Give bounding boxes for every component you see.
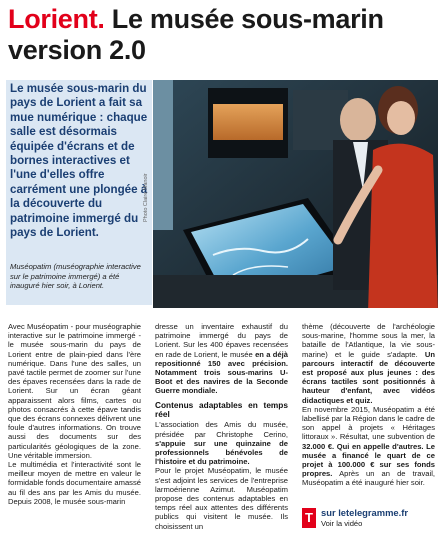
bold-text-run: 32.000 €. Qui en appelle d'autres. Le musée a financé le quart de ce projet à 100.000 € sur ses fonds propres. [302,441,435,479]
paragraph [302,405,435,488]
paragraph [155,420,288,466]
photo-caption: Muséopatim (muséographie interactive sur le patrimoine immergé) a été inauguré hier soir, à Lorient. [10,262,141,291]
article-photo [153,80,438,308]
bold-text-run: s'appuie sur une quinzaine de professionnels bénévoles de l'histoire et du patrimoine. [155,438,288,467]
bold-text-run: Un parcours interactif de découverte est proposé aux plus jeunes : des écrans tactiles sont positionnés à hauteur d'enfant, avec vidéos didactiques et quiz. [302,349,435,405]
text-run: Après un an de travail, Muséopatim a été inauguré hier soir. [302,469,435,488]
photo-illustration [153,80,438,308]
text-run: En novembre 2015, Muséopatim a été labellisé par la Région dans le cadre de son appel à projets « Héritages littoraux ». Résultat, une subvention de [302,404,435,442]
paragraph: Pour le projet Muséopatim, le musée s'est adjoint les services de l'entreprise larmoérienne Azimut. Muséopatim propose des contenus adaptables en temps réel aux attentes des différents publics qui visitent le musée. Ils choisissent un [155,466,288,531]
video-promo[interactable] [302,507,438,531]
text-run: dresse un inventaire exhaustif du patrimoine immergé du pays de Lorient. Sur les 400 épaves recensées en rade de Lorient, le musée [155,322,288,359]
lede: Le musée sous-marin du pays de Lorient a fait sa mue numérique : chaque salle est désormais équipée d'écrans et de bornes interactives et l'une d'elles offre carrément une plongée à la découverte du patrimoine immergé du pays de Lorient. [10,82,148,240]
paragraph [155,322,288,396]
bold-text-run: en a déjà repositionné 150 avec précision. Notamment trois sous-marins U-Boot et des navires de la Seconde Guerre mondiale. [155,349,288,396]
article-column-3 [302,322,435,488]
headline [8,4,438,66]
watch-video-link[interactable]: Voir la vidéo [321,519,363,528]
article-column-2 [155,322,288,531]
photo-credit: Photo Claire Manoir [143,173,149,222]
subheading: Contenus adaptables en temps réel [155,399,288,420]
promo-site-link[interactable]: sur letelegramme.fr [321,507,409,518]
headline-title: Le musée sous-marin version 2.0 [8,4,384,65]
headline-city: Lorient. [8,4,105,34]
text-run: thème (découverte de l'archéologie sous-marine, l'homme sous la mer, la bataille de l'Atlantique, la vie sous-marine) et le guide s'adapte. [302,322,435,359]
article-column-1 [8,322,141,506]
paragraph: Avec Muséopatim - pour muséographie interactive sur le patrimoine immergé - le musée sous-marin du pays de Lorient entre de plain-pied dans l'ère numérique. Dans l'une des salles, un pavé tactile permet de zoomer sur l'une des épaves recensées dans la rade de Lorient. Sur un écran géant apparaissent alors films, cartes ou photos consacrés à cette épave tandis que des écrans connexes délivrent une foule d'autres informations. On trouve aussi des documents sur des particularités géologiques de la zone. Une véritable immersion. [8,322,141,460]
text-run: L'association des Amis du musée, présidée par Christophe Cerino, [155,420,288,439]
paragraph: Le multimédia et l'interactivité sont le meilleur moyen de mettre en valeur le formidable fonds documentaire amassé au fil des ans par les Amis du musée. Depuis 2008, le musée sous-marin [8,460,141,506]
telegramme-logo-icon: T [302,508,316,528]
paragraph [302,322,435,405]
